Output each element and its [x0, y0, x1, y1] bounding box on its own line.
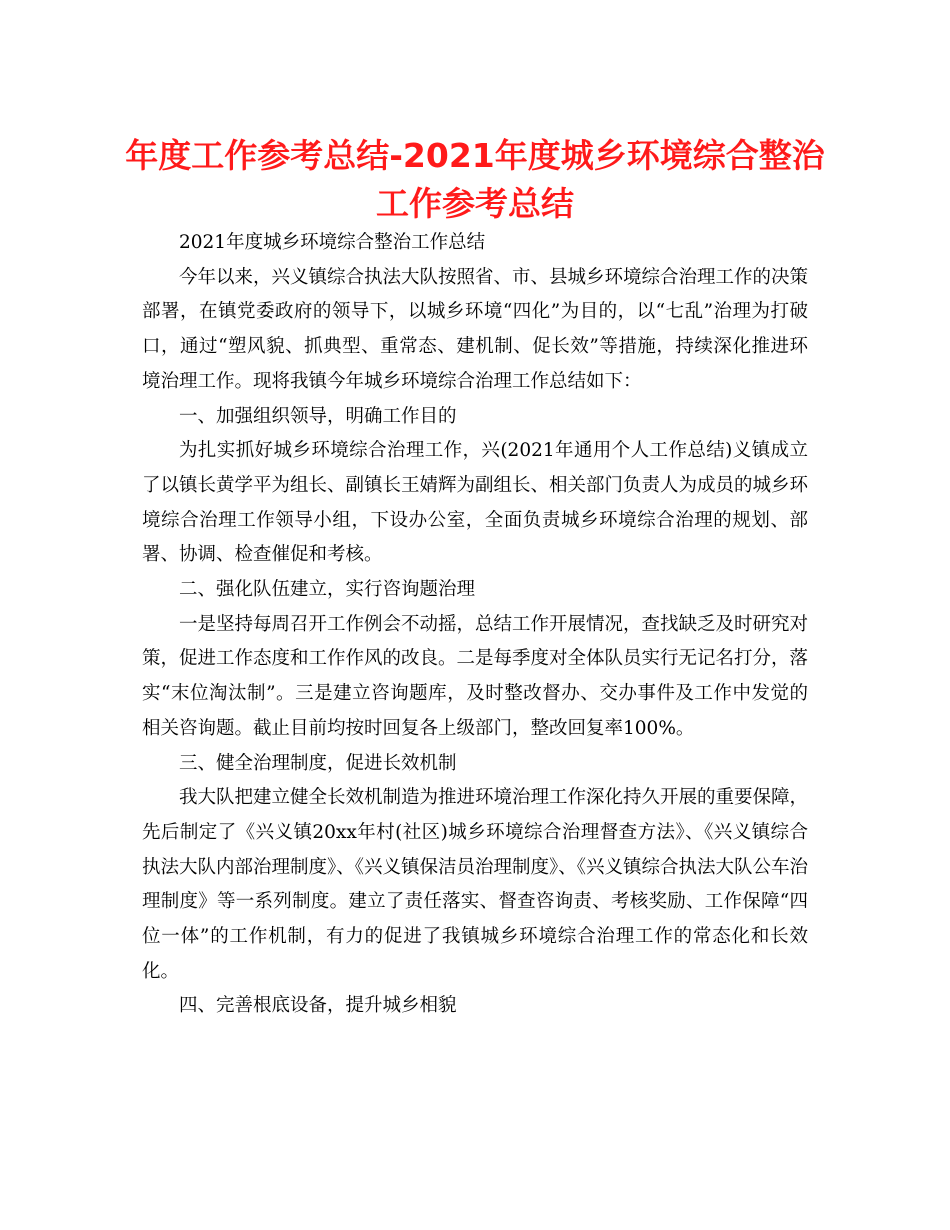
intro-paragraph: 今年以来，兴义镇综合执法大队按照省、市、县城乡环境综合治理工作的决策部署，在镇党委政府的领导下，以城乡环境“四化”为目的，以“七乱”治理为打破口，通过“塑风貌、抓典型、重常态、建机制、促长效”等措施，持续深化推进环境治理工作。现将我镇今年城乡环境综合治理工作总结如下：	[142, 266, 809, 392]
document-title: 年度工作参考总结-2021年度城乡环境综合整治工作参考总结	[125, 136, 825, 223]
document-body	[142, 226, 808, 1024]
section-heading-2: 二、强化队伍建立，实行咨询题治理	[179, 579, 476, 601]
section-paragraph-3: 我大队把建立健全长效机制造为推进环境治理工作深化持久开展的重要保障，先后制定了《兴义镇20xx年村(社区)城乡环境综合治理督查方法》、《兴义镇综合执法大队内部治理制度》、《兴义镇保洁员治理制度》、《兴义镇综合执法大队公车治理制度》等一系列制度。建立了责任落实、督查咨询责、考核奖励、工作保障“四位一体”的工作机制，有力的促进了我镇城乡环境综合治理工作的常态化和长效化。	[142, 787, 809, 982]
subtitle-paragraph: 2021年度城乡环境综合整治工作总结	[179, 232, 486, 253]
section-heading-4: 四、完善根底设备，提升城乡相貌	[179, 995, 457, 1017]
section-heading-3: 三、健全治理制度，促进长效机制	[179, 752, 457, 774]
section-paragraph-2: 一是坚持每周召开工作例会不动摇，总结工作开展情况，查找缺乏及时研究对策，促进工作态度和工作作风的改良。二是每季度对全体队员实行无记名打分，落实“末位淘汰制”。三是建立咨询题库，及时整改督办、交办事件及工作中发觉的相关咨询题。截止目前均按时回复各上级部门，整改回复率100%。	[142, 613, 809, 739]
section-paragraph-1: 为扎实抓好城乡环境综合治理工作，兴(2021年通用个人工作总结)义镇成立了以镇长黄学平为组长、副镇长王婧辉为副组长、相关部门负责人为成员的城乡环境综合治理工作领导小组，下设办公室，全面负责城乡环境综合治理的规划、部署、协调、检查催促和考核。	[142, 440, 809, 566]
section-heading-1: 一、加强组织领导，明确工作目的	[179, 405, 457, 427]
